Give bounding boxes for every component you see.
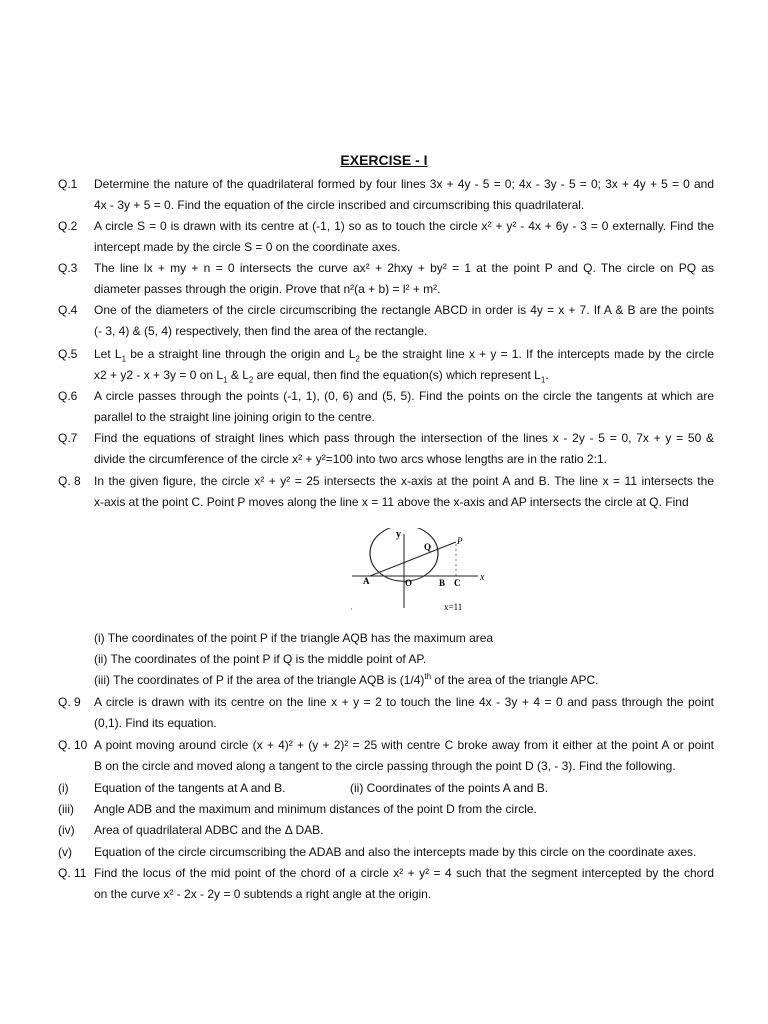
part-number: (i) bbox=[58, 781, 69, 795]
subscript: 2 bbox=[355, 354, 360, 364]
question-9 bbox=[58, 692, 714, 734]
sub-question-iii bbox=[94, 670, 714, 691]
question-text: intercept made by the circle S = 0 on the coordinate axes. bbox=[94, 240, 401, 254]
page-title: EXERCISE - I bbox=[340, 152, 428, 168]
subscript: 1 bbox=[223, 375, 228, 385]
question-text: Determine the nature of the quadrilateral formed by four lines 3x + 4y - 5 = 0; 4x - 3y - 5 = 0; 3x + 4y + 5 = 0 and bbox=[94, 177, 714, 191]
question-number: Q.5 bbox=[58, 347, 78, 361]
q10-part-iv bbox=[58, 820, 714, 841]
label-x11: x=11 bbox=[444, 602, 463, 612]
label-x: x bbox=[480, 572, 485, 583]
label-o: O bbox=[405, 578, 413, 588]
label-y: y bbox=[396, 529, 401, 540]
question-text: divide the circumference of the circle x² + y²=100 into two arcs whose lengths are in the ratio 2:1. bbox=[94, 452, 607, 466]
question-number: Q.1 bbox=[58, 177, 78, 191]
question-1 bbox=[58, 174, 714, 216]
question-text: x-axis at the point C. Point P moves along the line x = 11 above the x-axis and AP intersects the circle at Q. Find bbox=[94, 495, 689, 509]
text-run: . bbox=[545, 368, 549, 382]
question-text: (- 3, 4) & (5, 4) respectively, then find the area of the rectangle. bbox=[94, 324, 428, 338]
question-text: A circle S = 0 is drawn with its centre at (-1, 1) so as to touch the circle x² + y² - 4x + 6y - 3 = 0 externally. Find the bbox=[94, 219, 714, 233]
label-q: Q bbox=[424, 542, 432, 552]
q10-part-i bbox=[58, 778, 714, 799]
question-number: Q.4 bbox=[58, 303, 78, 317]
text-run: are equal, then find the equation(s) which represent L bbox=[253, 368, 541, 382]
question-4 bbox=[58, 300, 714, 342]
text-run: & L bbox=[227, 368, 249, 382]
question-text bbox=[94, 365, 714, 386]
text-run: of the area of the triangle APC. bbox=[431, 673, 599, 687]
circle-figure bbox=[344, 528, 494, 614]
label-p: P bbox=[457, 536, 463, 546]
text-run: x2 + y2 - x + 3y = 0 on L bbox=[94, 368, 224, 382]
subscript: 1 bbox=[121, 354, 127, 364]
question-number: Q. 10 bbox=[58, 738, 88, 752]
q10-part-v bbox=[58, 842, 714, 863]
part-text: Equation of the tangents at A and B. bbox=[94, 781, 286, 795]
superscript: th bbox=[424, 672, 432, 681]
part-text: Area of quadrilateral ADBC and the Δ DAB. bbox=[94, 823, 324, 837]
question-text: 4x - 3y + 5 = 0. Find the equation of the circle inscribed and circumscribing this quadrilateral. bbox=[94, 198, 585, 212]
line-ap bbox=[370, 542, 456, 576]
question-2 bbox=[58, 216, 714, 258]
sub-question-ii: (ii) The coordinates of the point P if Q is the middle point of AP. bbox=[94, 652, 427, 666]
subscript: 2 bbox=[248, 375, 254, 385]
part-text: (ii) Coordinates of the points A and B. bbox=[350, 781, 549, 795]
subscript: 1 bbox=[540, 375, 546, 385]
question-6 bbox=[58, 386, 714, 428]
question-text: Find the locus of the mid point of the chord of a circle x² + y² = 4 such that the segment intercepted by the chord bbox=[94, 866, 714, 880]
question-text: A point moving around circle (x + 4)² + (y + 2)² = 25 with centre C broke away from it either at the point A or point bbox=[94, 738, 714, 752]
question-3 bbox=[58, 258, 714, 300]
text-run: be a straight line through the origin and L bbox=[126, 347, 356, 361]
part-number: (iv) bbox=[58, 823, 75, 837]
text-run: Let L bbox=[94, 347, 122, 361]
question-number: Q. 9 bbox=[58, 695, 81, 709]
figure-svg bbox=[344, 528, 494, 614]
question-5 bbox=[58, 344, 714, 386]
question-text: on the curve x² - 2x - 2y = 0 subtends a right angle at the origin. bbox=[94, 887, 432, 901]
question-7 bbox=[58, 428, 714, 470]
question-11 bbox=[58, 863, 714, 905]
question-text: parallel to the straight line joining origin to the centre. bbox=[94, 410, 375, 424]
question-number: Q.7 bbox=[58, 431, 78, 445]
question-text: One of the diameters of the circle circumscribing the rectangle ABCD in order is 4y = x + 7. If A & B are the points bbox=[94, 303, 714, 317]
question-number: Q.6 bbox=[58, 389, 78, 403]
text-run: be the straight line x + y = 1. If the intercepts made by the circle bbox=[359, 347, 715, 361]
question-number: Q. 11 bbox=[58, 866, 87, 880]
question-text bbox=[94, 344, 714, 365]
label-a: A bbox=[363, 576, 370, 586]
question-text: diameter passes through the origin. Prove that n²(a + b) = l² + m². bbox=[94, 282, 441, 296]
question-text: A circle passes through the points (-1, 1), (0, 6) and (5, 5). Find the points on the circle the tangents at which are bbox=[94, 389, 714, 403]
question-10 bbox=[58, 735, 714, 777]
question-text: In the given figure, the circle x² + y² = 25 intersects the x-axis at the point A and B. The line x = 11 intersects the bbox=[94, 474, 714, 488]
sub-question-i: (i) The coordinates of the point P if the triangle AQB has the maximum area bbox=[94, 631, 494, 645]
label-c: C bbox=[454, 578, 461, 588]
q10-part-iii bbox=[58, 799, 714, 820]
question-text: (0,1). Find its equation. bbox=[94, 716, 217, 730]
part-number: (v) bbox=[58, 845, 72, 859]
question-number: Q.2 bbox=[58, 219, 78, 233]
part-text: Angle ADB and the maximum and minimum distances of the point D from the circle. bbox=[94, 802, 537, 816]
text-run: (iii) The coordinates of P if the area of the triangle AQB is (1/4) bbox=[94, 673, 425, 687]
part-number: (iii) bbox=[58, 802, 74, 816]
question-text: B on the circle and moved along a tangent to the circle passing through the point D (3, - 3). Find the following. bbox=[94, 759, 676, 773]
question-8-parts bbox=[94, 628, 714, 691]
label-b: B bbox=[439, 578, 446, 588]
question-number: Q.3 bbox=[58, 261, 78, 275]
part-text: Equation of the circle circumscribing the ADAB and also the intercepts made by this circle on the coordinate axes. bbox=[94, 845, 697, 859]
question-number: Q. 8 bbox=[58, 474, 81, 488]
question-8 bbox=[58, 471, 714, 513]
figure-mark: · bbox=[350, 605, 353, 614]
question-text: The line lx + my + n = 0 intersects the curve ax² + 2hxy + by² = 1 at the point P and Q. The circle on PQ as bbox=[94, 261, 714, 275]
question-text: Find the equations of straight lines which pass through the intersection of the lines x - 2y - 5 = 0, 7x + y = 50 & bbox=[94, 431, 714, 445]
question-text: A circle is drawn with its centre on the line x + y = 2 to touch the line 4x - 3y + 4 = 0 and pass through the point bbox=[94, 695, 714, 709]
